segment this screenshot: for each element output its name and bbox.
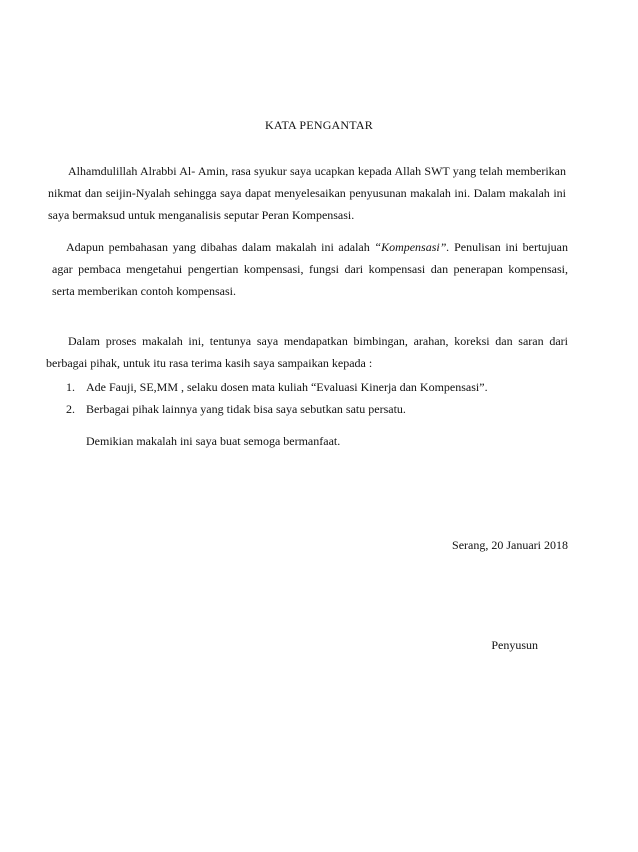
- page-title: KATA PENGANTAR: [265, 118, 373, 132]
- list-item-text: Ade Fauji, SE,MM , selaku dosen mata kuliah “Evaluasi Kinerja dan Kompensasi”.: [86, 380, 488, 394]
- list-item: [66, 398, 566, 420]
- author-signature: Penyusun: [491, 638, 538, 652]
- list-item-text: Berbagai pihak lainnya yang tidak bisa saya sebutkan satu persatu.: [86, 402, 406, 416]
- list-item: [66, 376, 566, 398]
- acknowledgement-list: [66, 376, 566, 420]
- paragraph-topic-text-end: Penulisan ini bertujuan agar pembaca mengetahui pengertian kompensasi, fungsi dari kompensasi dan penerapan kompensasi, serta memberikan contoh kompensasi.: [52, 240, 569, 298]
- paragraph-topic-emphasis: “Kompensasi”.: [374, 240, 450, 254]
- paragraph-acknowledgement: Dalam proses makalah ini, tentunya saya mendapatkan bimbingan, arahan, koreksi dan saran dari berbagai pihak, untuk itu rasa terima kasih saya sampaikan kepada :: [46, 334, 568, 370]
- closing-statement: Demikian makalah ini saya buat semoga bermanfaat.: [86, 434, 341, 448]
- list-item-number: 1.: [66, 380, 75, 394]
- list-item-number: 2.: [66, 402, 75, 416]
- place-and-date: Serang, 20 Januari 2018: [452, 538, 568, 552]
- paragraph-topic-text-start: Adapun pembahasan yang dibahas dalam makalah ini adalah: [66, 240, 375, 254]
- paragraph-opening: Alhamdulillah Alrabbi Al- Amin, rasa syukur saya ucapkan kepada Allah SWT yang telah memberikan nikmat dan seijin-Nyalah sehingga saya dapat menyelesaikan penyusunan makalah ini. Dalam makalah ini saya bermaksud untuk menganalisis seputar Peran Kompensasi.: [48, 164, 566, 222]
- paragraph-topic: [52, 236, 568, 302]
